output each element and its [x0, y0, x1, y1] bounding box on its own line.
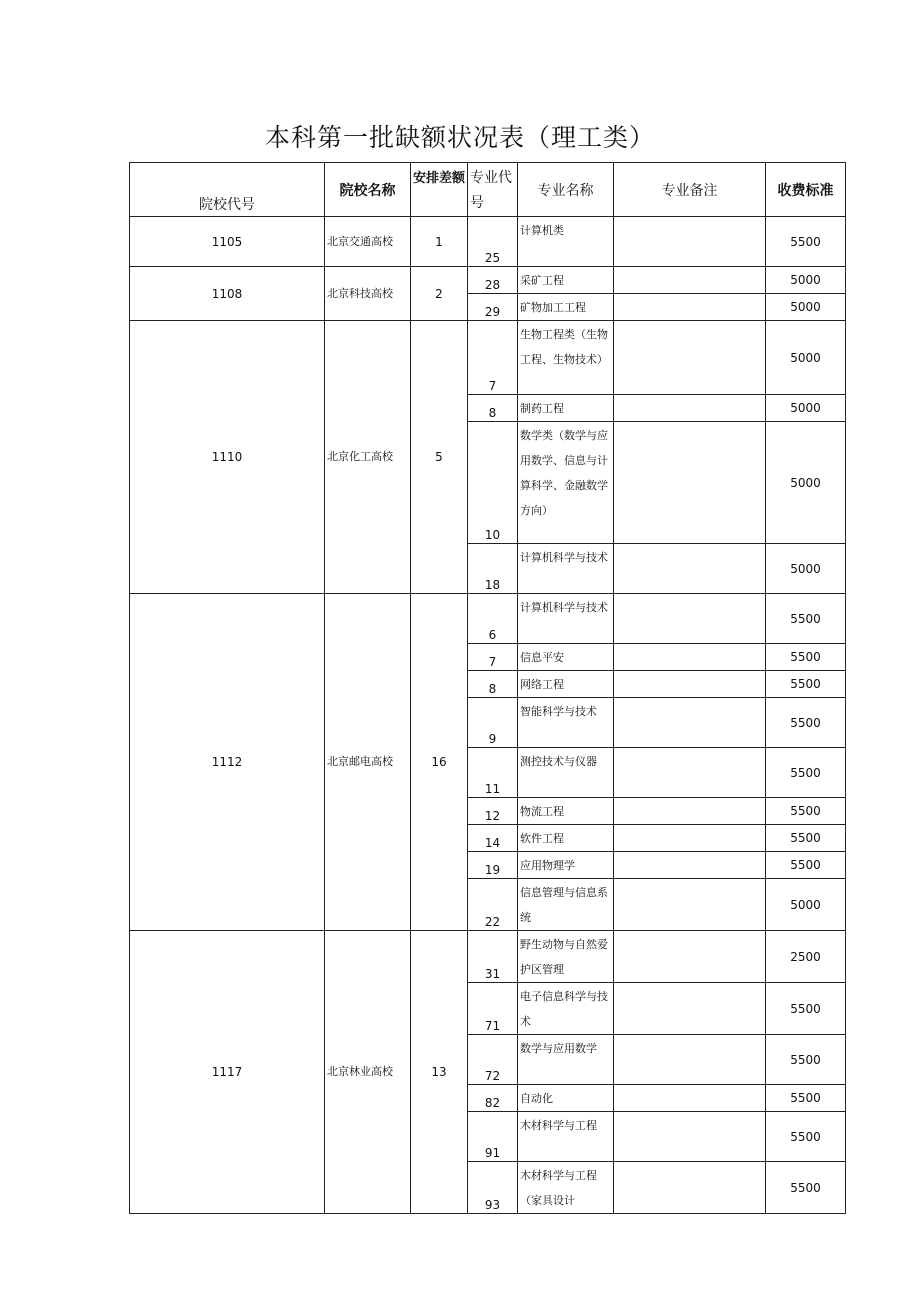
major-note-cell — [614, 748, 766, 798]
major-code-cell: 18 — [468, 544, 518, 594]
major-name-cell: 网络工程 — [518, 671, 614, 698]
major-note-cell — [614, 1112, 766, 1162]
major-name-cell: 计算机科学与技术 — [518, 594, 614, 644]
school-code-cell: 1108 — [130, 267, 325, 321]
major-name-cell: 物流工程 — [518, 798, 614, 825]
table-row — [130, 594, 846, 644]
major-note-cell — [614, 644, 766, 671]
school-code-cell: 1112 — [130, 594, 325, 931]
major-name-cell: 数学类（数学与应用数学、信息与计算科学、金融数学方向） — [518, 422, 614, 544]
fee-cell: 5500 — [766, 825, 846, 852]
major-code-cell: 91 — [468, 1112, 518, 1162]
major-code-cell: 11 — [468, 748, 518, 798]
table-row — [130, 267, 846, 294]
header-fee: 收费标准 — [766, 163, 846, 217]
major-name-cell: 采矿工程 — [518, 267, 614, 294]
school-code-cell: 1105 — [130, 217, 325, 267]
major-note-cell — [614, 879, 766, 931]
major-code-cell: 14 — [468, 825, 518, 852]
fee-cell: 5000 — [766, 879, 846, 931]
major-name-cell: 生物工程类（生物工程、生物技术） — [518, 321, 614, 395]
fee-cell: 5000 — [766, 395, 846, 422]
major-note-cell — [614, 217, 766, 267]
quota-cell: 2 — [411, 267, 468, 321]
fee-cell: 2500 — [766, 931, 846, 983]
major-name-cell: 应用物理学 — [518, 852, 614, 879]
fee-cell: 5000 — [766, 267, 846, 294]
fee-cell: 5500 — [766, 671, 846, 698]
major-note-cell — [614, 671, 766, 698]
major-note-cell — [614, 852, 766, 879]
table-row — [130, 321, 846, 395]
major-code-cell: 9 — [468, 698, 518, 748]
header-school-name: 院校名称 — [325, 163, 411, 217]
school-code-cell: 1110 — [130, 321, 325, 594]
header-school-code: 院校代号 — [130, 163, 325, 217]
quota-cell: 16 — [411, 594, 468, 931]
header-major-name: 专业名称 — [518, 163, 614, 217]
major-code-cell: 93 — [468, 1162, 518, 1214]
fee-cell: 5500 — [766, 217, 846, 267]
quota-cell: 5 — [411, 321, 468, 594]
major-note-cell — [614, 395, 766, 422]
major-code-cell: 22 — [468, 879, 518, 931]
fee-cell: 5500 — [766, 1112, 846, 1162]
fee-cell: 5500 — [766, 1085, 846, 1112]
major-note-cell — [614, 1085, 766, 1112]
major-name-cell: 自动化 — [518, 1085, 614, 1112]
fee-cell: 5500 — [766, 1162, 846, 1214]
fee-cell: 5500 — [766, 798, 846, 825]
major-note-cell — [614, 825, 766, 852]
major-name-cell: 软件工程 — [518, 825, 614, 852]
major-note-cell — [614, 698, 766, 748]
header-row — [130, 163, 846, 217]
school-code-cell: 1117 — [130, 931, 325, 1214]
fee-cell: 5000 — [766, 422, 846, 544]
major-name-cell: 计算机科学与技术 — [518, 544, 614, 594]
major-code-cell: 71 — [468, 983, 518, 1035]
fee-cell: 5000 — [766, 321, 846, 395]
major-note-cell — [614, 594, 766, 644]
fee-cell: 5500 — [766, 1035, 846, 1085]
header-major-note: 专业备注 — [614, 163, 766, 217]
school-name-cell: 北京邮电高校 — [325, 594, 411, 931]
major-name-cell: 信息平安 — [518, 644, 614, 671]
quota-table — [129, 162, 846, 1214]
major-code-cell: 72 — [468, 1035, 518, 1085]
fee-cell: 5000 — [766, 294, 846, 321]
major-code-cell: 6 — [468, 594, 518, 644]
major-code-cell: 25 — [468, 217, 518, 267]
major-code-cell: 8 — [468, 671, 518, 698]
major-note-cell — [614, 931, 766, 983]
major-code-cell: 12 — [468, 798, 518, 825]
major-name-cell: 测控技术与仪器 — [518, 748, 614, 798]
major-name-cell: 矿物加工工程 — [518, 294, 614, 321]
school-name-cell: 北京科技高校 — [325, 267, 411, 321]
major-note-cell — [614, 798, 766, 825]
major-name-cell: 野生动物与自然爱护区管理 — [518, 931, 614, 983]
school-name-cell: 北京化工高校 — [325, 321, 411, 594]
major-code-cell: 82 — [468, 1085, 518, 1112]
major-note-cell — [614, 422, 766, 544]
major-note-cell — [614, 1035, 766, 1085]
school-name-cell: 北京交通高校 — [325, 217, 411, 267]
major-code-cell: 19 — [468, 852, 518, 879]
major-note-cell — [614, 544, 766, 594]
major-code-cell: 10 — [468, 422, 518, 544]
major-name-cell: 智能科学与技术 — [518, 698, 614, 748]
page-title: 本科第一批缺额状况表（理工类） — [264, 123, 655, 152]
header-quota: 安排差额 — [411, 163, 468, 217]
table-row — [130, 217, 846, 267]
major-code-cell: 8 — [468, 395, 518, 422]
major-code-cell: 7 — [468, 644, 518, 671]
table-body — [130, 217, 846, 1214]
major-note-cell — [614, 1162, 766, 1214]
major-note-cell — [614, 321, 766, 395]
fee-cell: 5500 — [766, 983, 846, 1035]
school-name-cell: 北京林业高校 — [325, 931, 411, 1214]
fee-cell: 5500 — [766, 594, 846, 644]
major-name-cell: 计算机类 — [518, 217, 614, 267]
major-note-cell — [614, 267, 766, 294]
major-name-cell: 木材科学与工程（家具设计 — [518, 1162, 614, 1214]
major-name-cell: 制药工程 — [518, 395, 614, 422]
major-note-cell — [614, 983, 766, 1035]
major-code-cell: 31 — [468, 931, 518, 983]
quota-cell: 1 — [411, 217, 468, 267]
fee-cell: 5500 — [766, 748, 846, 798]
major-name-cell: 信息管理与信息系统 — [518, 879, 614, 931]
major-name-cell: 数学与应用数学 — [518, 1035, 614, 1085]
major-code-cell: 29 — [468, 294, 518, 321]
fee-cell: 5500 — [766, 698, 846, 748]
major-name-cell: 电子信息科学与技术 — [518, 983, 614, 1035]
fee-cell: 5000 — [766, 544, 846, 594]
fee-cell: 5500 — [766, 644, 846, 671]
table-row — [130, 931, 846, 983]
major-name-cell: 木材科学与工程 — [518, 1112, 614, 1162]
header-major-code: 专业代号 — [468, 163, 518, 217]
fee-cell: 5500 — [766, 852, 846, 879]
quota-cell: 13 — [411, 931, 468, 1214]
major-code-cell: 7 — [468, 321, 518, 395]
major-code-cell: 28 — [468, 267, 518, 294]
major-note-cell — [614, 294, 766, 321]
